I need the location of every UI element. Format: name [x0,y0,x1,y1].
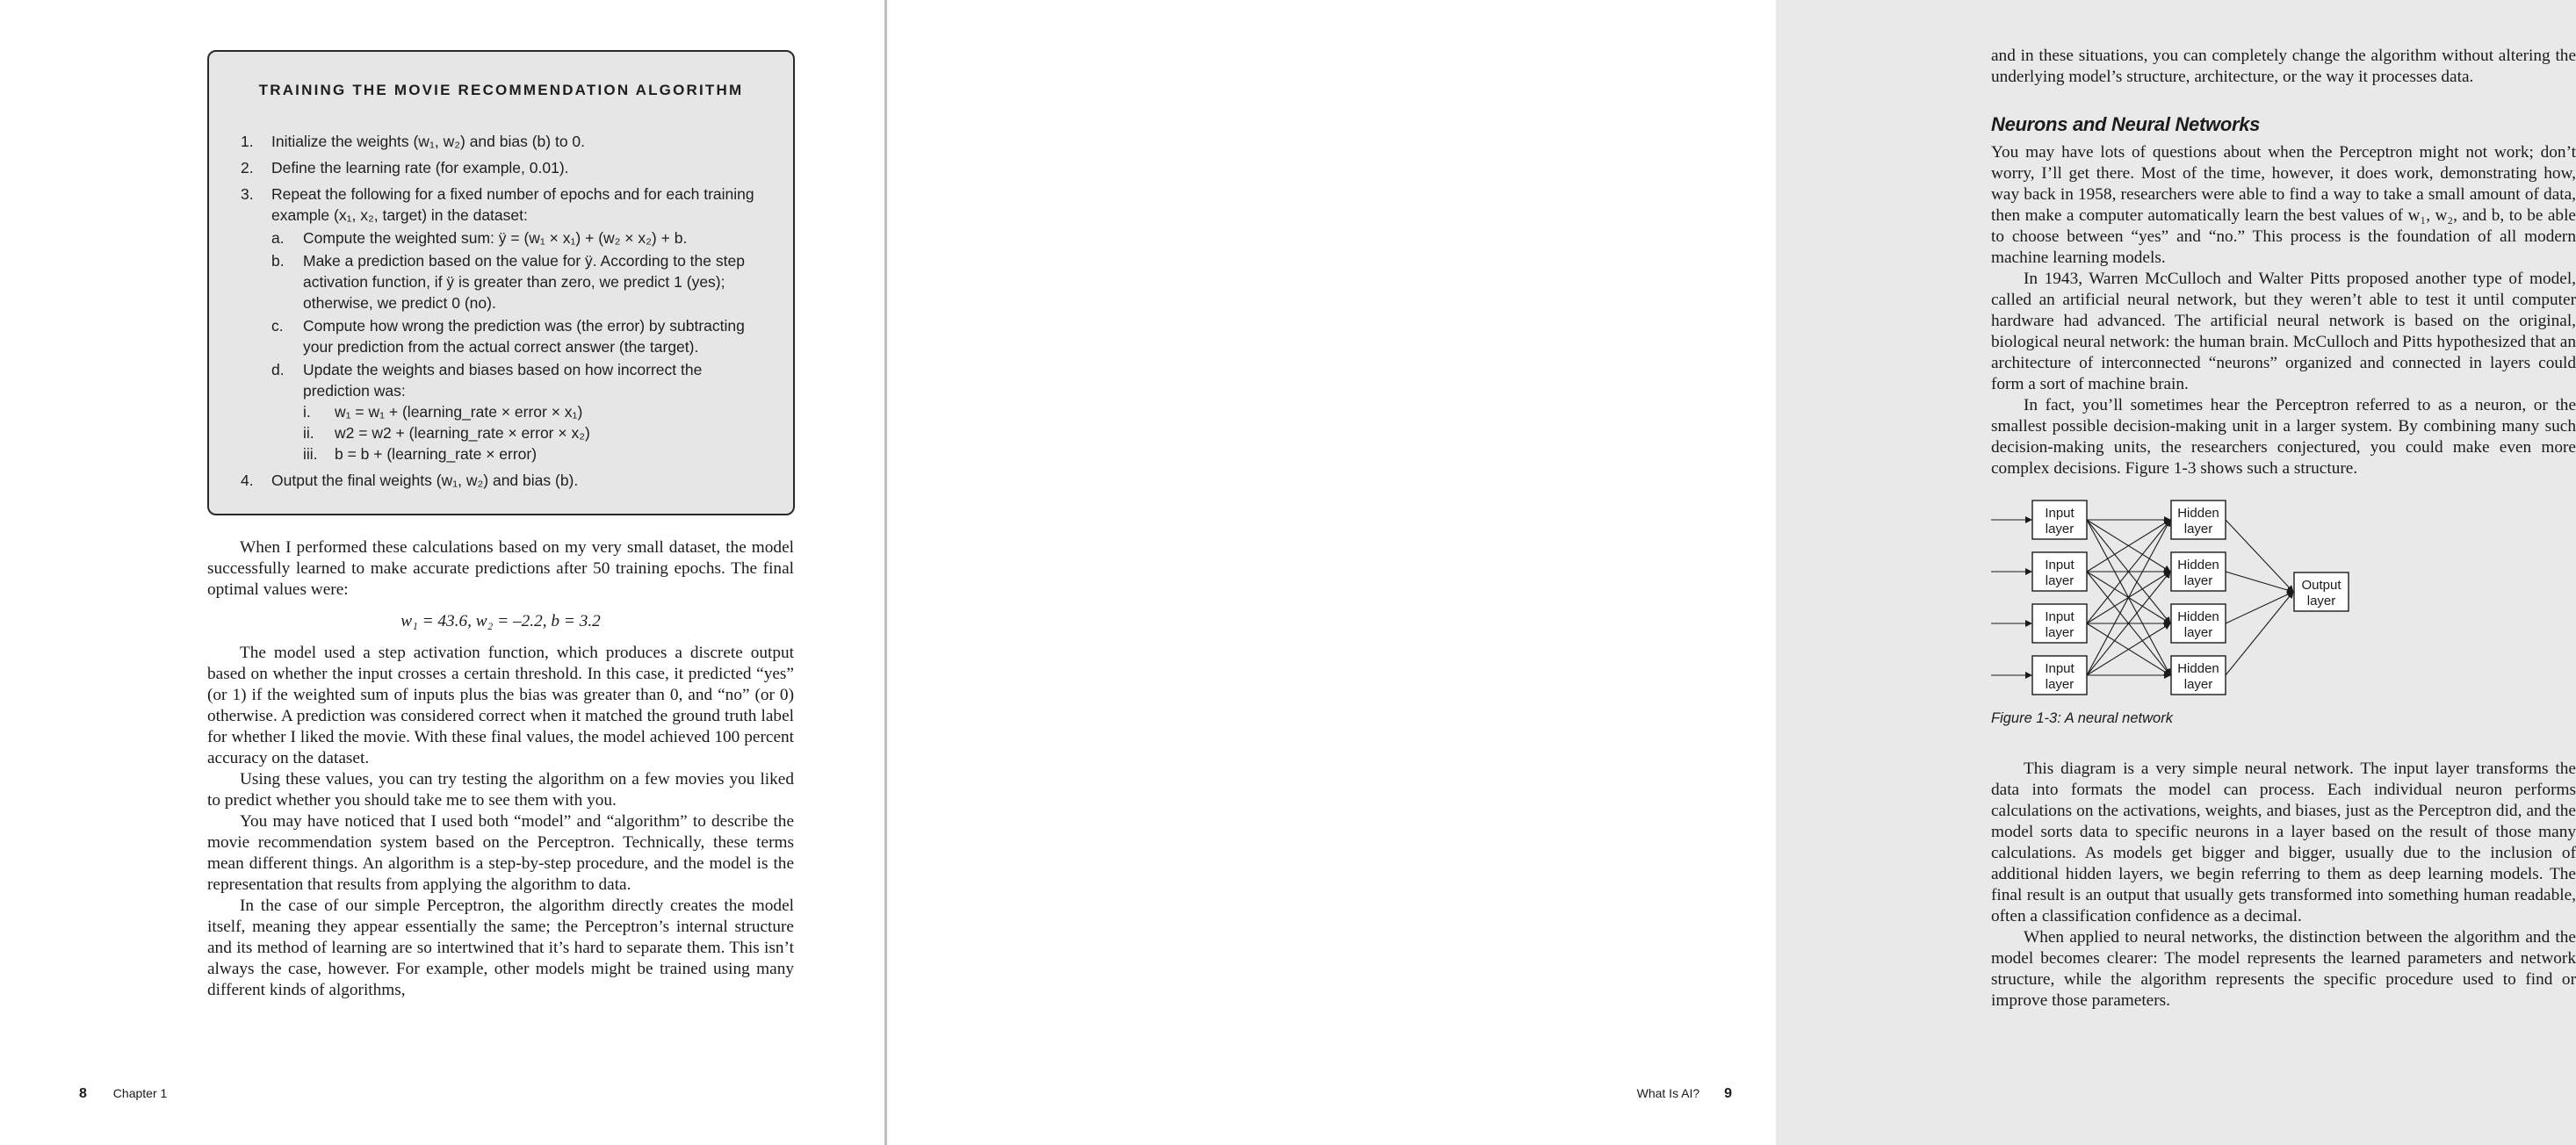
output-connection-arrow [2226,520,2293,592]
page-number: 8 [79,1086,87,1101]
paragraph: You may have lots of questions about when the Perceptron might not work; don’t worry, I’ll get there. Most of the time, however, it does work, demonstrating how, way back in 1958, researchers were able to find a way to take a small amount of data, then make a computer automatically learn the best values of w₁, w₂, and b, to be able to choose between “yes” and “no.” This process is the foundation of all modern machine learning models. [1991,143,2576,267]
right-footer [1637,1086,1732,1102]
sidebar-title: TRAINING THE MOVIE RECOMMENDATION ALGORITHM [258,82,744,98]
paragraph: When I performed these calculations based on my very small dataset, the model successfully learned to make accurate predictions after 50 training epochs. The final optimal values were: [207,538,794,599]
substep-letter: b. [271,252,285,270]
substep-roman: i. [303,403,311,421]
substep-letter: d. [271,361,285,378]
step-number: 2. [241,159,254,176]
step-3 [241,184,768,464]
output-layer-label: Output [2301,578,2341,593]
substep-letter: a. [271,229,285,247]
paragraph: When applied to neural networks, the distinction between the algorithm and the model becomes clearer: The model represents the learned parameters and network structure, while the algorithm represents the specific procedure used to find or improve those parameters. [1991,928,2576,1010]
chapter-label: Chapter 1 [112,1086,168,1100]
hidden-layer-label: layer [2183,573,2213,588]
substep-d [271,359,768,464]
hidden-layer-label: Hidden [2177,558,2219,572]
output-connection-arrow [2226,592,2293,675]
substep-c [271,315,768,357]
page-number: 9 [1724,1086,1732,1101]
substep-formula: w₁ = w₁ + (learning_rate × error × x₁) [335,403,583,421]
hidden-layer-label: Hidden [2177,609,2219,624]
input-layer-label: layer [2045,522,2075,536]
hidden-layer-label: Hidden [2177,661,2219,676]
step-number: 1. [241,133,254,150]
right-body-text [1991,46,2576,1012]
hidden-layer-label: layer [2183,625,2213,640]
algorithm-steps [241,131,768,496]
substep-text: Compute the weighted sum: ÿ = (w₁ × x₁) + (w₂ × x₂) + b. [303,229,688,247]
step-1 [241,131,768,152]
substep-text: Compute how wrong the prediction was (the error) by subtracting your prediction from the actual correct answer (the target). [303,317,745,356]
paragraph: In 1943, Warren McCulloch and Walter Pitts proposed another type of model, called an artificial neural network, but they weren’t able to test it until computer hardware had advanced. The artificial neural network is based on the original, biological neural network: the human brain. McCulloch and Pitts hypothesized that an architecture of interconnected “neurons” organized and connected in layers could form a sort of machine brain. [1991,270,2576,393]
input-layer-label: layer [2045,677,2075,692]
left-footer [79,1086,167,1102]
neural-network-diagram [1991,495,2395,702]
paragraph: Using these values, you can try testing the algorithm on a few movies you liked to predict whether you should take me to see them with you. [207,770,794,810]
figure-caption: Figure 1-3: A neural network [1991,710,2173,726]
left-page [0,0,884,1145]
step-number: 4. [241,472,254,489]
step-text: Define the learning rate (for example, 0.01). [271,159,569,176]
paragraph: In fact, you’ll sometimes hear the Perceptron referred to as a neuron, or the smallest possible decision-making unit in a larger system. By combining many such decision-making units, the researchers conjectured, you could make even more complex decisions. Figure 1-3 shows such a structure. [1991,396,2576,478]
step-text: Repeat the following for a fixed number of epochs and for each training example (x₁, x₂, target) in the dataset: [271,185,754,224]
input-layer-label: Input [2045,609,2075,624]
step-2 [241,157,768,178]
step-number: 3. [241,185,254,203]
input-layer-label: layer [2045,625,2075,640]
training-algorithm-sidebar [207,50,795,515]
substep-roman: iii. [303,445,318,463]
hidden-layer-label: Hidden [2177,506,2219,521]
substep-formula: w2 = w2 + (learning_rate × error × x₂) [335,424,590,442]
substep-letter: c. [271,317,284,335]
paragraph: In the case of our simple Perceptron, the algorithm directly creates the model itself, meaning they appear essentially the same; the Perceptron’s internal structure and its method of learning are so intertwined that it’s hard to separate them. This isn’t always the case, however. For example, other models might be trained using many different kinds of algorithms, [207,897,794,999]
substep-b [271,250,768,313]
paragraph: You may have noticed that I used both “model” and “algorithm” to describe the movie recommendation system based on the Perceptron. Technically, these terms mean different things. An algorithm is a step-by-step procedure, and the model is the representation that results from applying the algorithm to data. [207,812,794,894]
step-text: Output the final weights (w₁, w₂) and bias (b). [271,472,579,489]
paragraph: This diagram is a very simple neural network. The input layer transforms the data into formats the model can process. Each individual neuron performs calculations on the activations, weights, and biases, just as the Perceptron did, and the model sorts data to specific neurons in a layer based on the result of those many calculations. As models get bigger and bigger, usually due to the inclusion of additional hidden layers, we begin referring to them as deep learning models. The final result is an output that usually gets transformed into something human readable, often a classification confidence as a decimal. [1991,760,2576,925]
right-page [887,0,2576,1145]
input-layer-label: Input [2045,661,2075,676]
input-layer-label: Input [2045,558,2075,572]
running-head: What Is AI? [1636,1086,1700,1100]
substep-roman: ii. [303,424,314,442]
input-layer-label: layer [2045,573,2075,588]
substep-text: Make a prediction based on the value for ÿ. According to the step activation function, if ÿ is greater than zero, we predict 1 (yes); otherwise, we predict 0 (no). [303,252,745,312]
output-layer-label: layer [2306,594,2336,609]
step-4 [241,470,768,491]
section-heading: Neurons and Neural Networks [1991,113,2261,135]
substep-i [303,401,768,422]
paragraph: and in these situations, you can completely change the algorithm without altering the underlying model’s structure, architecture, or the way it processes data. [1991,47,2576,86]
substep-ii [303,422,768,443]
left-body-text [207,537,794,1001]
final-values-equation: w₁ = 43.6, w₂ = –2.2, b = 3.2 [400,612,601,630]
hidden-layer-label: layer [2183,677,2213,692]
output-connection-arrow [2226,592,2293,623]
step-text: Initialize the weights (w₁, w₂) and bias (b) to 0. [271,133,586,150]
substep-iii [303,443,768,464]
neural-network-figure [1991,495,2395,702]
paragraph: The model used a step activation function, which produces a discrete output based on whether the input crosses a certain threshold. In this case, it predicted “yes” (or 1) if the weighted sum of inputs plus the bias was greater than 0, and “no” (or 0) otherwise. A prediction was considered correct when it matched the ground truth label for whether I liked the movie. With these final values, the model achieved 100 percent accuracy on the dataset. [207,644,794,767]
input-layer-label: Input [2045,506,2075,521]
substep-formula: b = b + (learning_rate × error) [335,445,538,463]
substep-a [271,227,768,248]
hidden-layer-label: layer [2183,522,2213,536]
substep-text: Update the weights and biases based on how incorrect the prediction was: [303,361,703,400]
